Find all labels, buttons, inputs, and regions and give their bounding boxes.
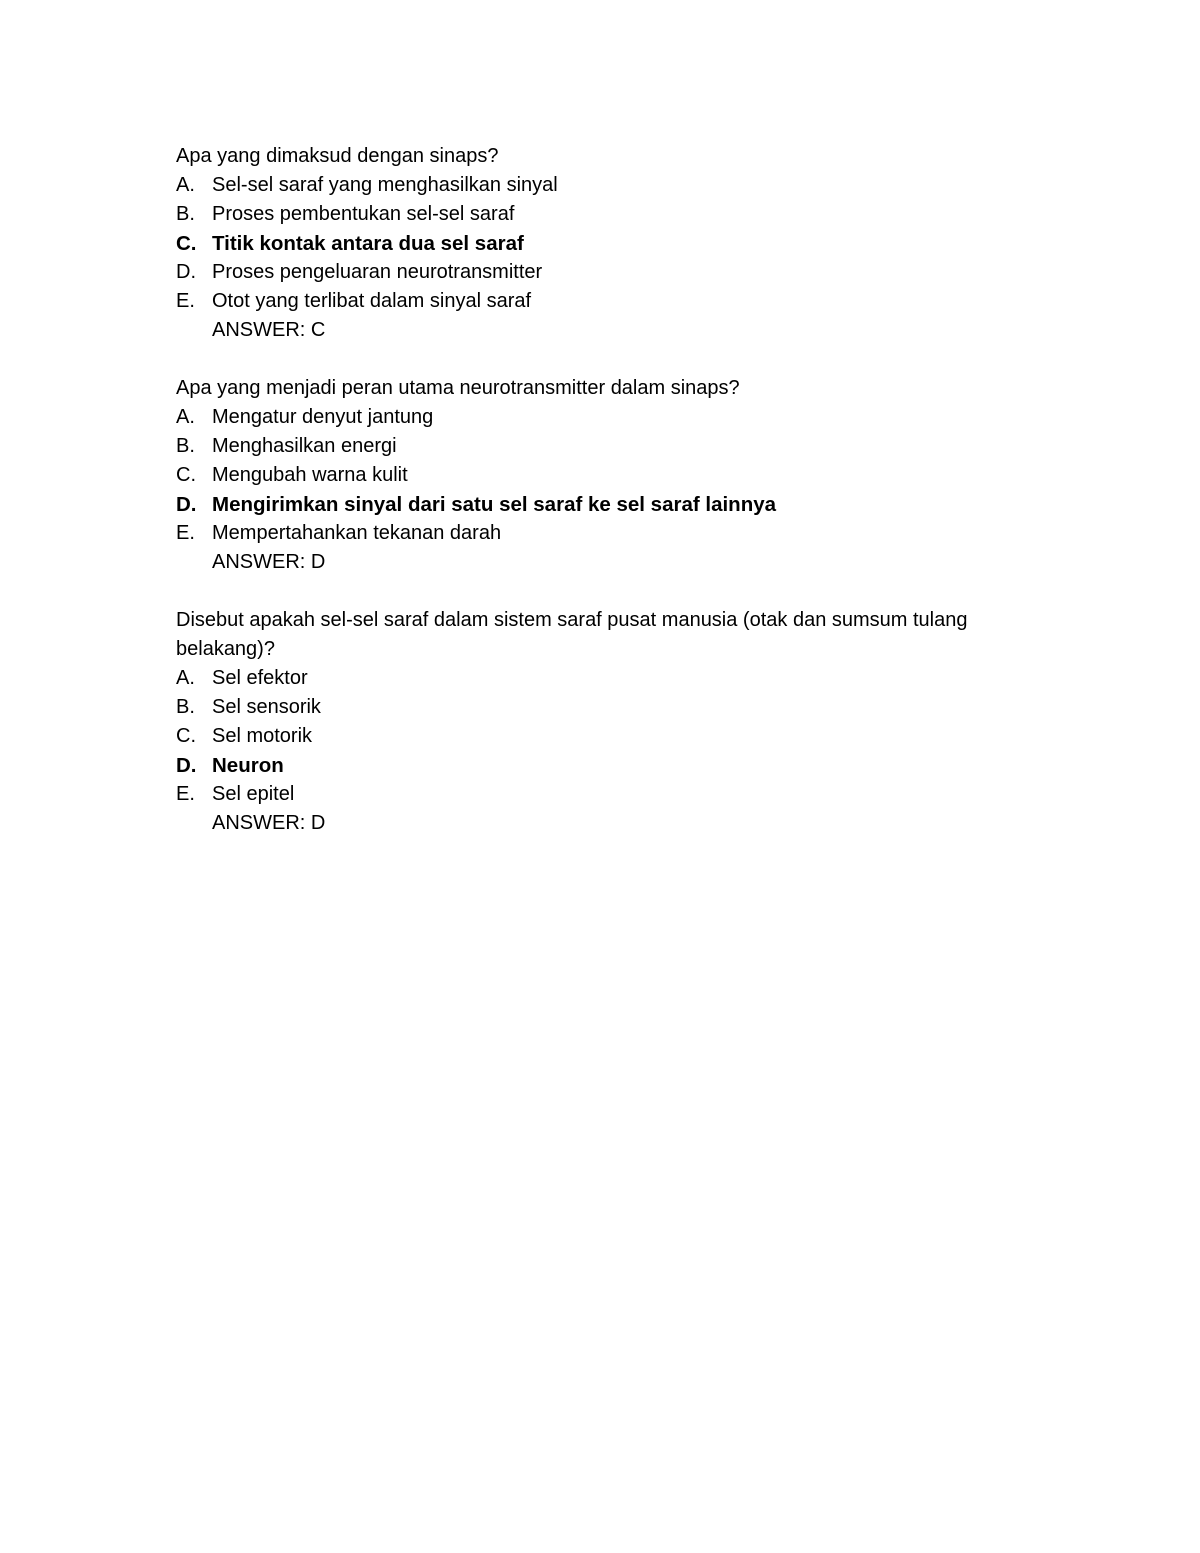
question-text: Disebut apakah sel-sel saraf dalam sistem saraf pusat manusia (otak dan sumsum tulang belakang)? [176, 609, 968, 660]
option-text: Sel epitel [212, 783, 295, 805]
option-a [176, 171, 1036, 200]
option-text: Proses pengeluaran neurotransmitter [212, 261, 543, 283]
question-block [176, 606, 1036, 838]
option-letter: E. [176, 783, 195, 805]
option-letter: A. [176, 174, 195, 196]
option-letter: C. [176, 232, 197, 255]
option-c-correct [176, 229, 1036, 258]
option-text: Neuron [212, 754, 284, 777]
option-text: Mempertahankan tekanan darah [212, 522, 502, 544]
option-e [176, 519, 1036, 548]
option-d [176, 258, 1036, 287]
option-b [176, 432, 1036, 461]
option-text: Menghasilkan energi [212, 435, 397, 457]
option-c [176, 461, 1036, 490]
option-letter: B. [176, 696, 195, 718]
option-letter: A. [176, 667, 195, 689]
option-text: Sel sensorik [212, 696, 321, 718]
option-letter: E. [176, 522, 195, 544]
option-b [176, 200, 1036, 229]
option-list [176, 403, 1036, 548]
option-text: Sel-sel saraf yang menghasilkan sinyal [212, 174, 558, 196]
option-text: Sel motorik [212, 725, 313, 747]
option-letter: D. [176, 754, 197, 777]
option-letter: E. [176, 290, 195, 312]
option-letter: C. [176, 464, 196, 486]
answer-key: ANSWER: D [212, 812, 326, 834]
option-e [176, 780, 1036, 809]
option-text: Sel efektor [212, 667, 308, 689]
option-text: Mengubah warna kulit [212, 464, 408, 486]
question-text: Apa yang menjadi peran utama neurotransmitter dalam sinaps? [176, 377, 740, 399]
option-text: Otot yang terlibat dalam sinyal saraf [212, 290, 532, 312]
question-text: Apa yang dimaksud dengan sinaps? [176, 145, 499, 167]
option-letter: B. [176, 203, 195, 225]
option-list [176, 664, 1036, 809]
option-letter: A. [176, 406, 195, 428]
option-letter: C. [176, 725, 196, 747]
option-text: Proses pembentukan sel-sel saraf [212, 203, 515, 225]
option-a [176, 403, 1036, 432]
answer-key: ANSWER: C [212, 319, 326, 341]
option-d-correct [176, 490, 1036, 519]
option-text: Mengirimkan sinyal dari satu sel saraf ke sel saraf lainnya [212, 493, 777, 516]
question-block [176, 374, 1036, 577]
answer-key: ANSWER: D [212, 551, 326, 573]
document-page [176, 142, 1036, 867]
option-d-correct [176, 751, 1036, 780]
option-a [176, 664, 1036, 693]
option-e [176, 287, 1036, 316]
option-letter: B. [176, 435, 195, 457]
question-block [176, 142, 1036, 345]
option-letter: D. [176, 493, 197, 516]
option-text: Titik kontak antara dua sel saraf [212, 232, 524, 255]
option-text: Mengatur denyut jantung [212, 406, 434, 428]
option-c [176, 722, 1036, 751]
option-b [176, 693, 1036, 722]
option-list [176, 171, 1036, 316]
option-letter: D. [176, 261, 196, 283]
